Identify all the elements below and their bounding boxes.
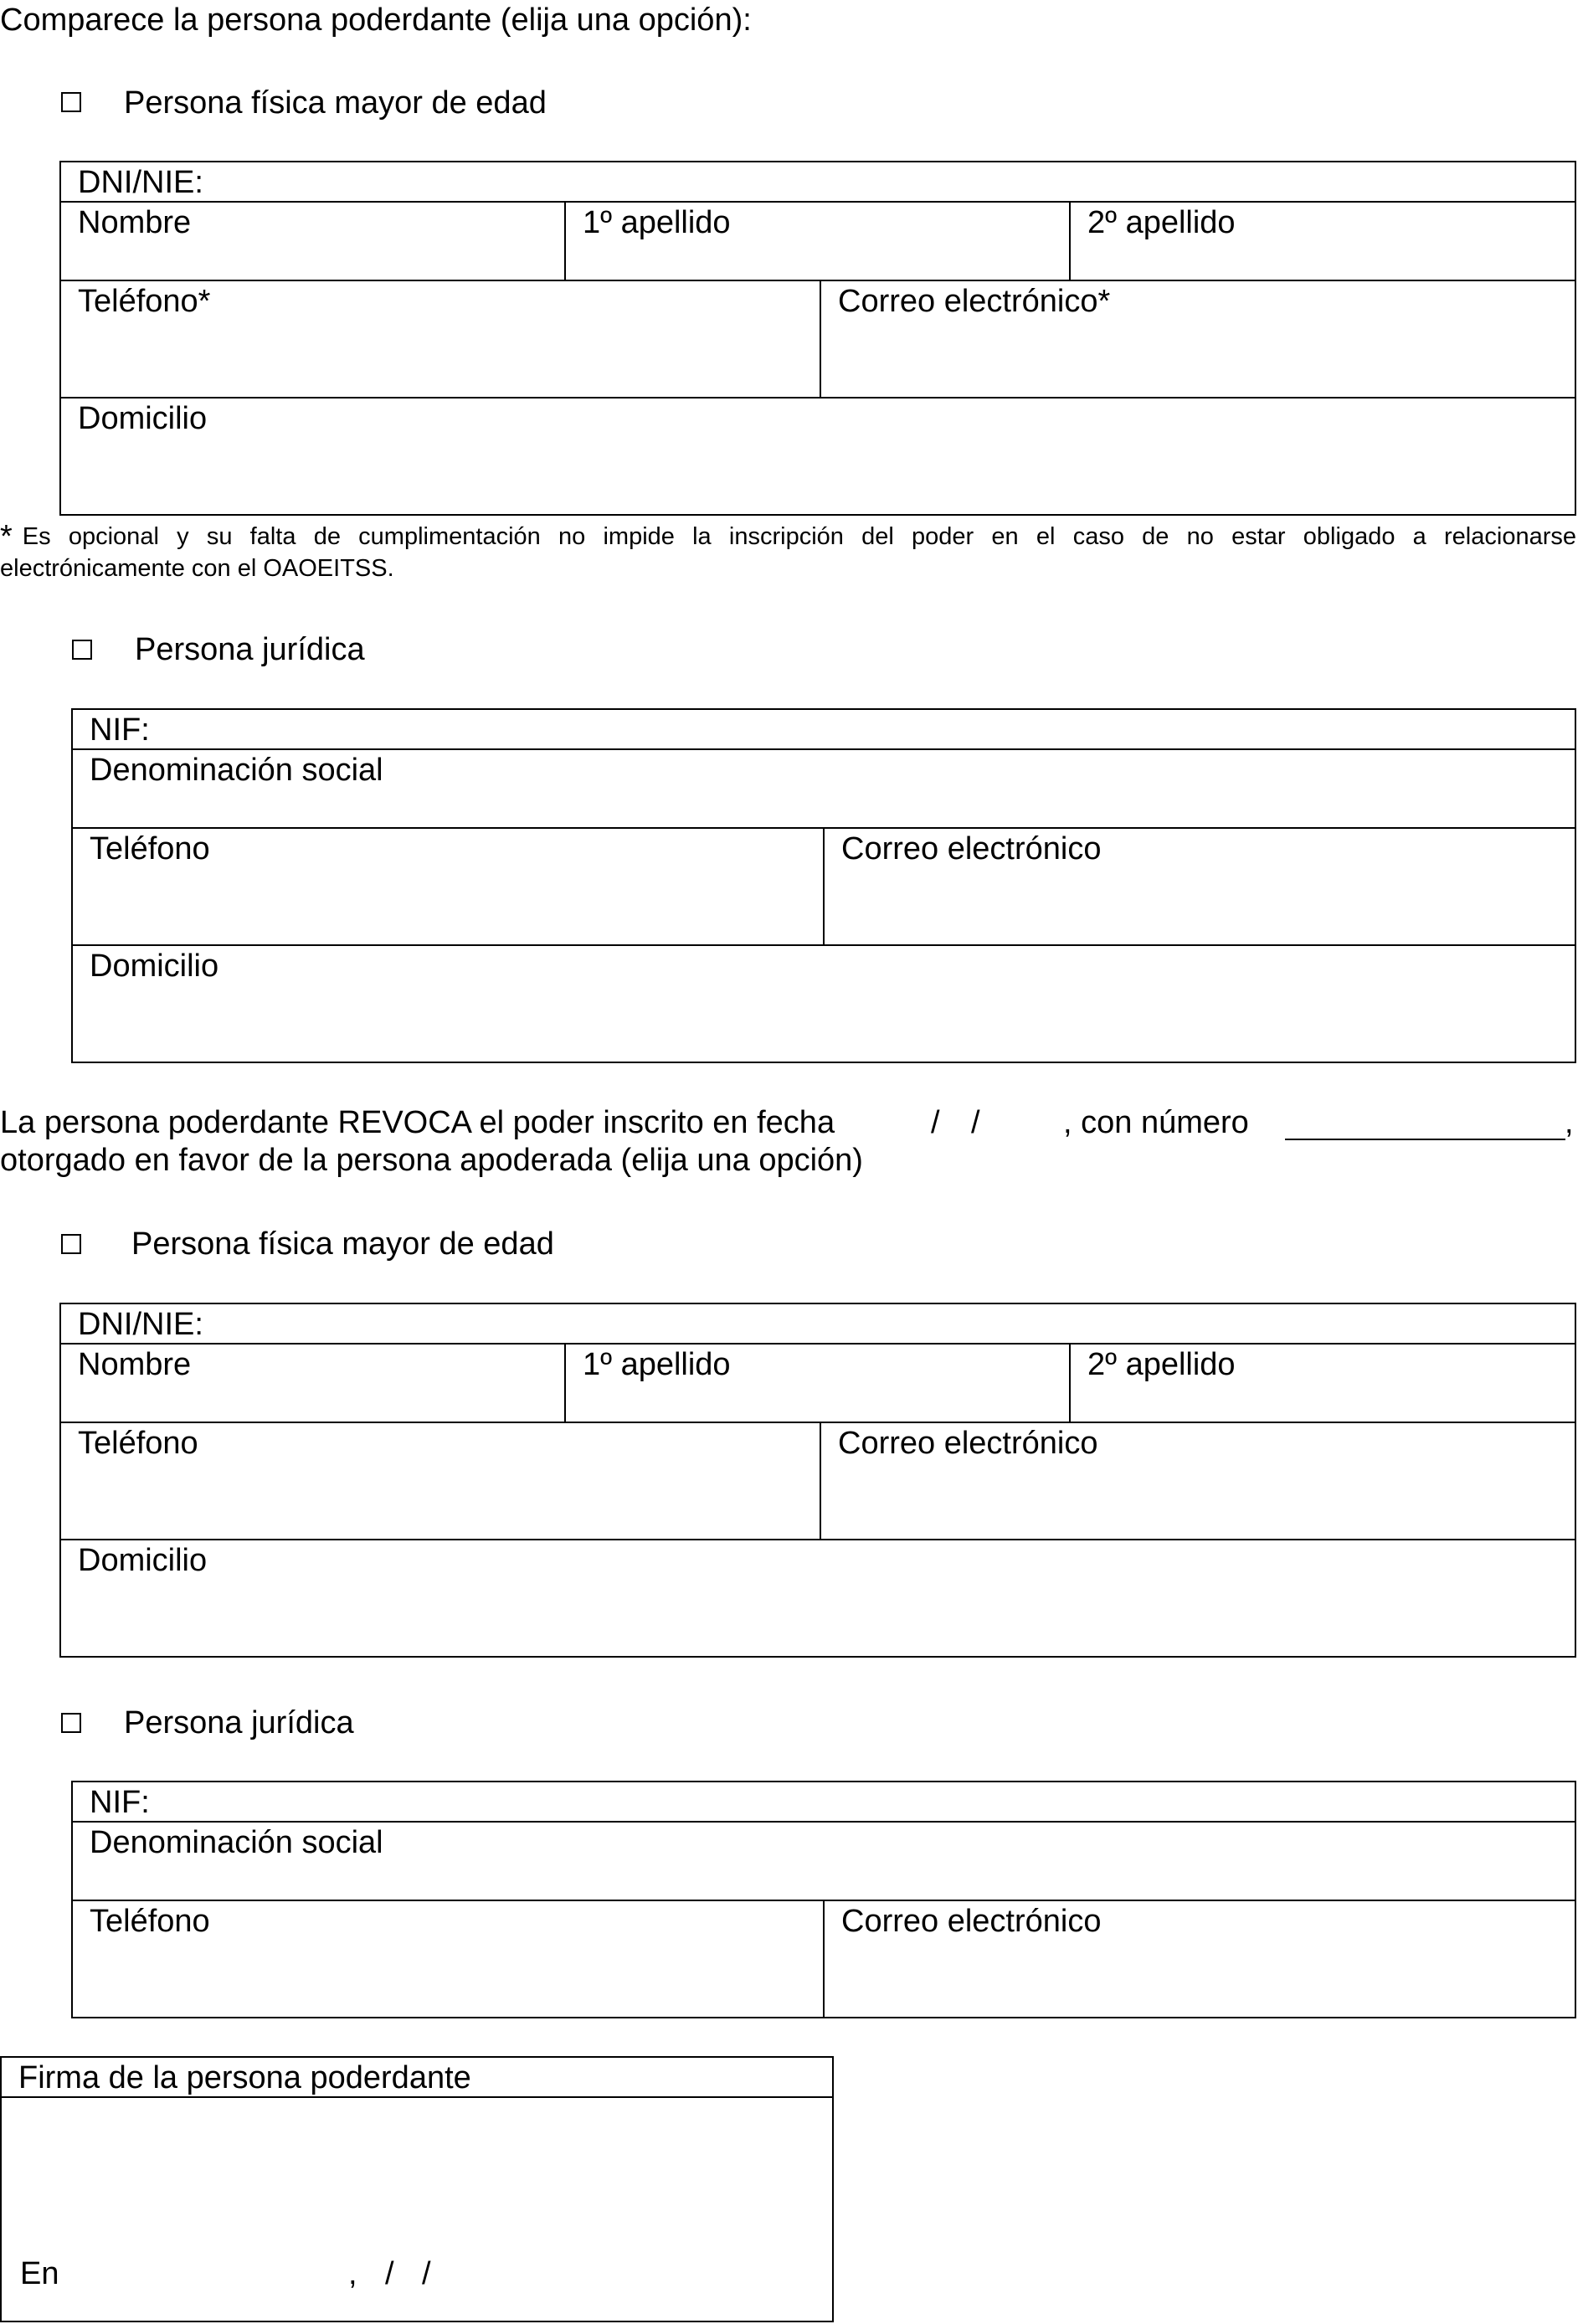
poderdante-juridica-table <box>71 708 1576 1063</box>
nombre-label: Nombre <box>78 205 192 240</box>
poderdante-apellido2-cell[interactable] <box>1069 201 1576 281</box>
correo-label: Correo electrónico <box>841 1904 1102 1939</box>
optional-note <box>0 521 1576 584</box>
note-star: * <box>0 519 13 554</box>
apellido2-label: 2º apellido <box>1087 205 1236 240</box>
poderdante-juridica-checkbox[interactable] <box>72 640 92 660</box>
poderdante-juridica-correo-cell[interactable] <box>823 827 1576 946</box>
apellido2-label: 2º apellido <box>1087 1347 1236 1382</box>
apoderada-domicilio-cell[interactable] <box>59 1539 1576 1658</box>
poderdante-denominacion-cell[interactable] <box>71 748 1576 829</box>
firma-title: Firma de la persona poderdante <box>18 2060 471 2095</box>
domicilio-label: Domicilio <box>78 1543 208 1578</box>
apoderada-denominacion-cell[interactable] <box>71 1821 1576 1901</box>
revoca-line1-text: La persona poderdante REVOCA el poder inscrito en fecha <box>0 1105 835 1140</box>
poderdante-juridica-domicilio-cell[interactable] <box>71 944 1576 1063</box>
apoderada-apellido1-cell[interactable] <box>564 1343 1071 1423</box>
firma-signature-area[interactable] <box>2 2098 832 2321</box>
correo-label: Correo electrónico* <box>838 284 1111 319</box>
fecha-slash-1: / <box>931 1105 940 1140</box>
revoca-comma: , <box>1565 1105 1574 1140</box>
nif-label: NIF: <box>90 712 150 748</box>
apoderada-juridica-correo-cell[interactable] <box>823 1900 1576 2018</box>
firma-date-slash-2: / <box>422 2256 431 2291</box>
dni-label: DNI/NIE: <box>78 165 203 200</box>
intro-text: Comparece la persona poderdante (elija una opción): <box>0 3 752 38</box>
correo-label: Correo electrónico <box>841 831 1102 866</box>
firma-en-label: En <box>20 2256 59 2291</box>
note-line2: electrónicamente con el OAOEITSS. <box>0 555 394 582</box>
note-line1: Es opcional y su falta de cumplimentación no impide la inscripción del poder en el caso de no estar obligado a relacionarse <box>22 523 1576 550</box>
domicilio-label: Domicilio <box>90 949 219 984</box>
telefono-label: Teléfono* <box>78 284 211 319</box>
denominacion-label: Denominación social <box>90 753 383 788</box>
apoderada-apellido2-cell[interactable] <box>1069 1343 1576 1423</box>
firma-title-cell <box>0 2056 834 2098</box>
apellido1-label: 1º apellido <box>583 205 731 240</box>
poderdante-dni-cell[interactable] <box>59 161 1576 203</box>
revoca-line2-text: otorgado en favor de la persona apoderada (elija una opción) <box>0 1143 863 1178</box>
apoderada-juridica-label: Persona jurídica <box>124 1705 354 1740</box>
apoderada-dni-cell[interactable] <box>59 1303 1576 1345</box>
telefono-label: Teléfono <box>78 1426 198 1461</box>
firma-box <box>0 2056 834 2322</box>
poderdante-nombre-cell[interactable] <box>59 201 566 281</box>
apoderada-nif-cell[interactable] <box>71 1781 1576 1823</box>
apoderada-fisica-label: Persona física mayor de edad <box>131 1226 554 1262</box>
poderdante-apellido1-cell[interactable] <box>564 201 1071 281</box>
apoderada-nombre-cell[interactable] <box>59 1343 566 1423</box>
correo-label: Correo electrónico <box>838 1426 1098 1461</box>
poderdante-fisica-label: Persona física mayor de edad <box>124 85 547 121</box>
poderdante-correo-cell[interactable] <box>820 280 1576 398</box>
firma-comma: , <box>348 2256 357 2291</box>
firma-date-slash-1: / <box>385 2256 394 2291</box>
apoderada-correo-cell[interactable] <box>820 1422 1576 1540</box>
dni-label: DNI/NIE: <box>78 1307 203 1342</box>
poderdante-fisica-checkbox[interactable] <box>61 92 81 112</box>
domicilio-label: Domicilio <box>78 401 208 436</box>
fecha-slash-2: / <box>971 1105 980 1140</box>
nif-label: NIF: <box>90 1785 150 1820</box>
poderdante-telefono-cell[interactable] <box>59 280 821 398</box>
apoderada-fisica-checkbox[interactable] <box>61 1234 81 1254</box>
nombre-label: Nombre <box>78 1347 192 1382</box>
telefono-label: Teléfono <box>90 1904 210 1939</box>
poderdante-juridica-telefono-cell[interactable] <box>71 827 825 946</box>
revoca-con-numero: , con número <box>1063 1105 1249 1140</box>
poderdante-juridica-label: Persona jurídica <box>135 632 365 667</box>
apoderada-fisica-table <box>59 1303 1576 1658</box>
apellido1-label: 1º apellido <box>583 1347 731 1382</box>
apoderada-juridica-checkbox[interactable] <box>61 1713 81 1733</box>
denominacion-label: Denominación social <box>90 1825 383 1860</box>
numero-field[interactable] <box>1285 1139 1565 1140</box>
apoderada-juridica-table <box>71 1781 1576 2018</box>
poderdante-domicilio-cell[interactable] <box>59 397 1576 516</box>
poderdante-nif-cell[interactable] <box>71 708 1576 750</box>
telefono-label: Teléfono <box>90 831 210 866</box>
apoderada-telefono-cell[interactable] <box>59 1422 821 1540</box>
poderdante-fisica-table <box>59 161 1576 516</box>
apoderada-juridica-telefono-cell[interactable] <box>71 1900 825 2018</box>
